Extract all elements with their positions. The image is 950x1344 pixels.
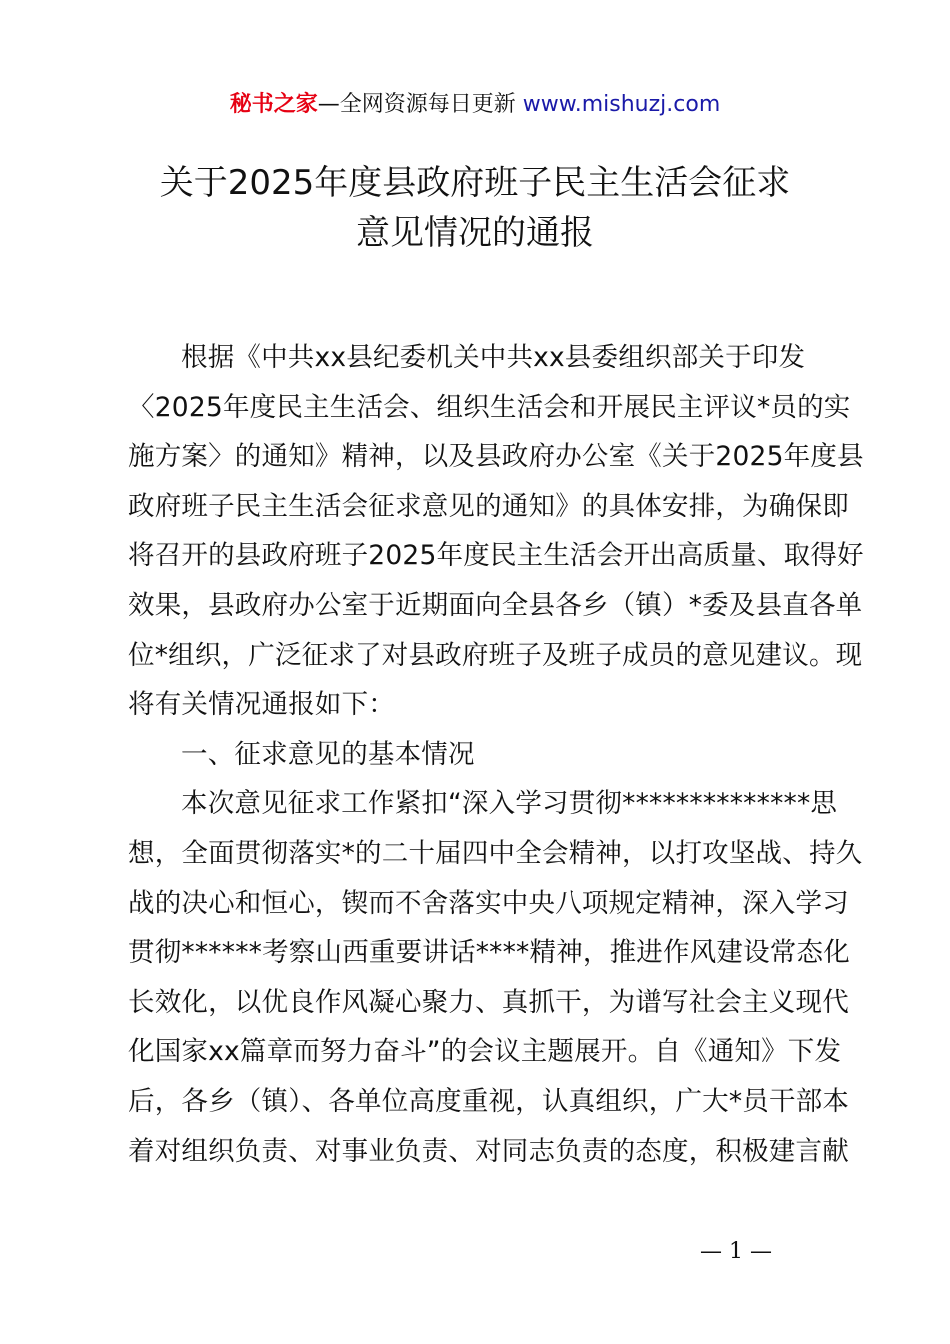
body-line: 政府班子民主生活会征求意见的通知》的具体安排，为确保即 xyxy=(128,490,849,522)
brand-name: 秘书之家 xyxy=(229,92,318,117)
body-line: 长效化，以优良作风凝心聚力、真抓干，为谱写社会主义现代 xyxy=(128,986,849,1018)
body-line: 〈2025年度民主生活会、组织生活会和开展民主评议*员的实 xyxy=(128,391,851,423)
body-line: 将有关情况通报如下： xyxy=(128,689,395,721)
body-line: 将召开的县政府班子2025年度民主生活会开出高质量、取得好 xyxy=(128,540,864,572)
title-line: 关于2025年度县政府班子民主生活会征求 xyxy=(159,163,791,203)
body-line: 想，全面贯彻落实*的二十届四中全会精神，以打攻坚战、持久 xyxy=(128,837,863,869)
body-line: 贯彻******考察山西重要讲话****精神，推进作风建设常态化 xyxy=(128,937,850,969)
section-heading: 一、征求意见的基本情况 xyxy=(181,738,475,770)
document-title xyxy=(80,158,870,258)
body-line: 效果，县政府办公室于近期面向全县各乡（镇）*委及县直各单 xyxy=(128,589,863,621)
body-line: 施方案〉的通知》精神，以及县政府办公室《关于2025年度县 xyxy=(128,441,864,473)
site-header xyxy=(0,88,950,122)
body-line: 战的决心和恒心，锲而不舍落实中央八项规定精神，深入学习 xyxy=(128,887,849,919)
title-line: 意见情况的通报 xyxy=(356,213,594,253)
site-url[interactable]: www.mishuzj.com xyxy=(515,92,721,117)
body-line: 本次意见征求工作紧扣“深入学习贯彻**************思 xyxy=(181,788,838,820)
body-line: 根据《中共xx县纪委机关中共xx县委组织部关于印发 xyxy=(181,342,806,373)
body-line: 后，各乡（镇）、各单位高度重视，认真组织，广大*员干部本 xyxy=(128,1085,850,1117)
body-line: 位*组织，广泛征求了对县政府班子及班子成员的意见建议。现 xyxy=(128,639,863,671)
page-number: — 1 — xyxy=(700,1239,772,1264)
body-line: 化国家xx篇章而努力奋斗”的会议主题展开。自《通知》下发 xyxy=(128,1036,842,1068)
document-body xyxy=(128,333,864,1176)
body-line: 着对组织负责、对事业负责、对同志负责的态度，积极建言献 xyxy=(128,1135,849,1167)
header-tagline: —全网资源每日更新 xyxy=(317,92,516,117)
